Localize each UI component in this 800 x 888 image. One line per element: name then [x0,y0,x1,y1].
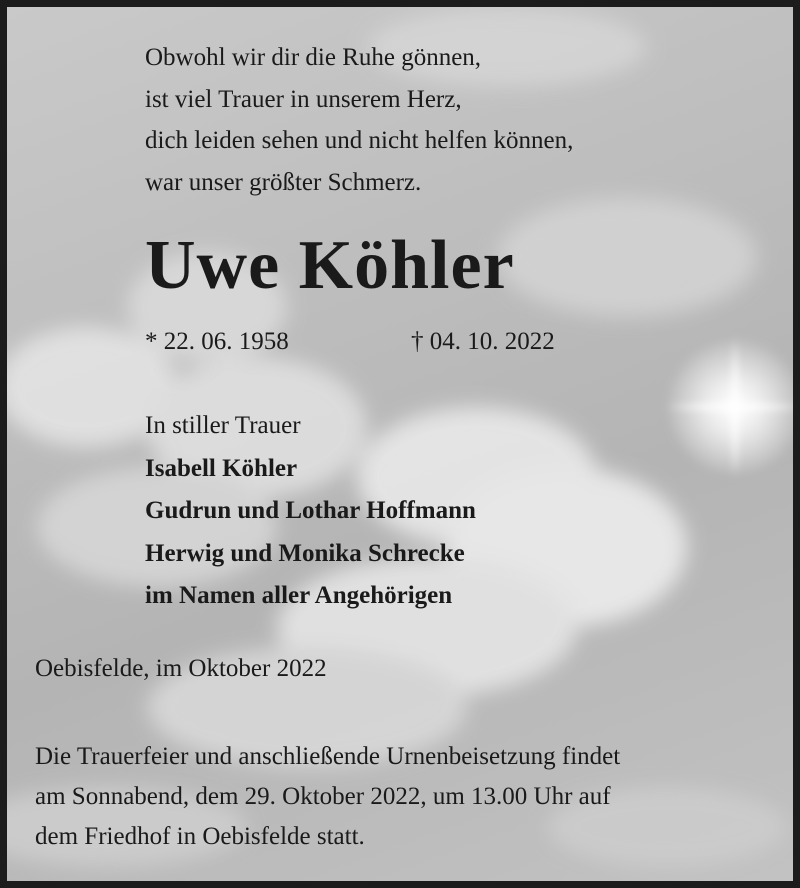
poem-line: ist viel Trauer in unserem Herz, [145,85,462,113]
funeral-line: dem Friedhof in Oebisfelde statt. [35,823,365,850]
death-date: † 04. 10. 2022 [411,328,555,355]
mourning-intro: In stiller Trauer [145,412,301,439]
poem-line: Obwohl wir dir die Ruhe gönnen, [145,44,482,71]
mourner-name: Isabell Köhler [145,454,298,482]
funeral-line: am Sonnabend, dem 29. Oktober 2022, um 13.00 Uhr auf [35,783,611,810]
poem-line: dich leiden sehen und nicht helfen können, [145,127,574,154]
mourner-name: Herwig und Monika Schrecke [145,539,465,567]
mourners-block [145,405,476,618]
deceased-name: Uwe Köhler [145,227,515,304]
mourner-name: Gudrun und Lothar Hoffmann [145,497,476,524]
memorial-poem [145,37,573,203]
birth-date: * 22. 06. 1958 [145,328,289,355]
place-and-date: Oebisfelde, im Oktober 2022 [35,655,327,682]
poem-line: war unser größter Schmerz. [145,168,422,196]
mourner-name: im Namen aller Angehörigen [145,582,453,609]
funeral-information [35,737,620,857]
funeral-line: Die Trauerfeier und anschließende Urnenbeisetzung findet [35,743,621,770]
